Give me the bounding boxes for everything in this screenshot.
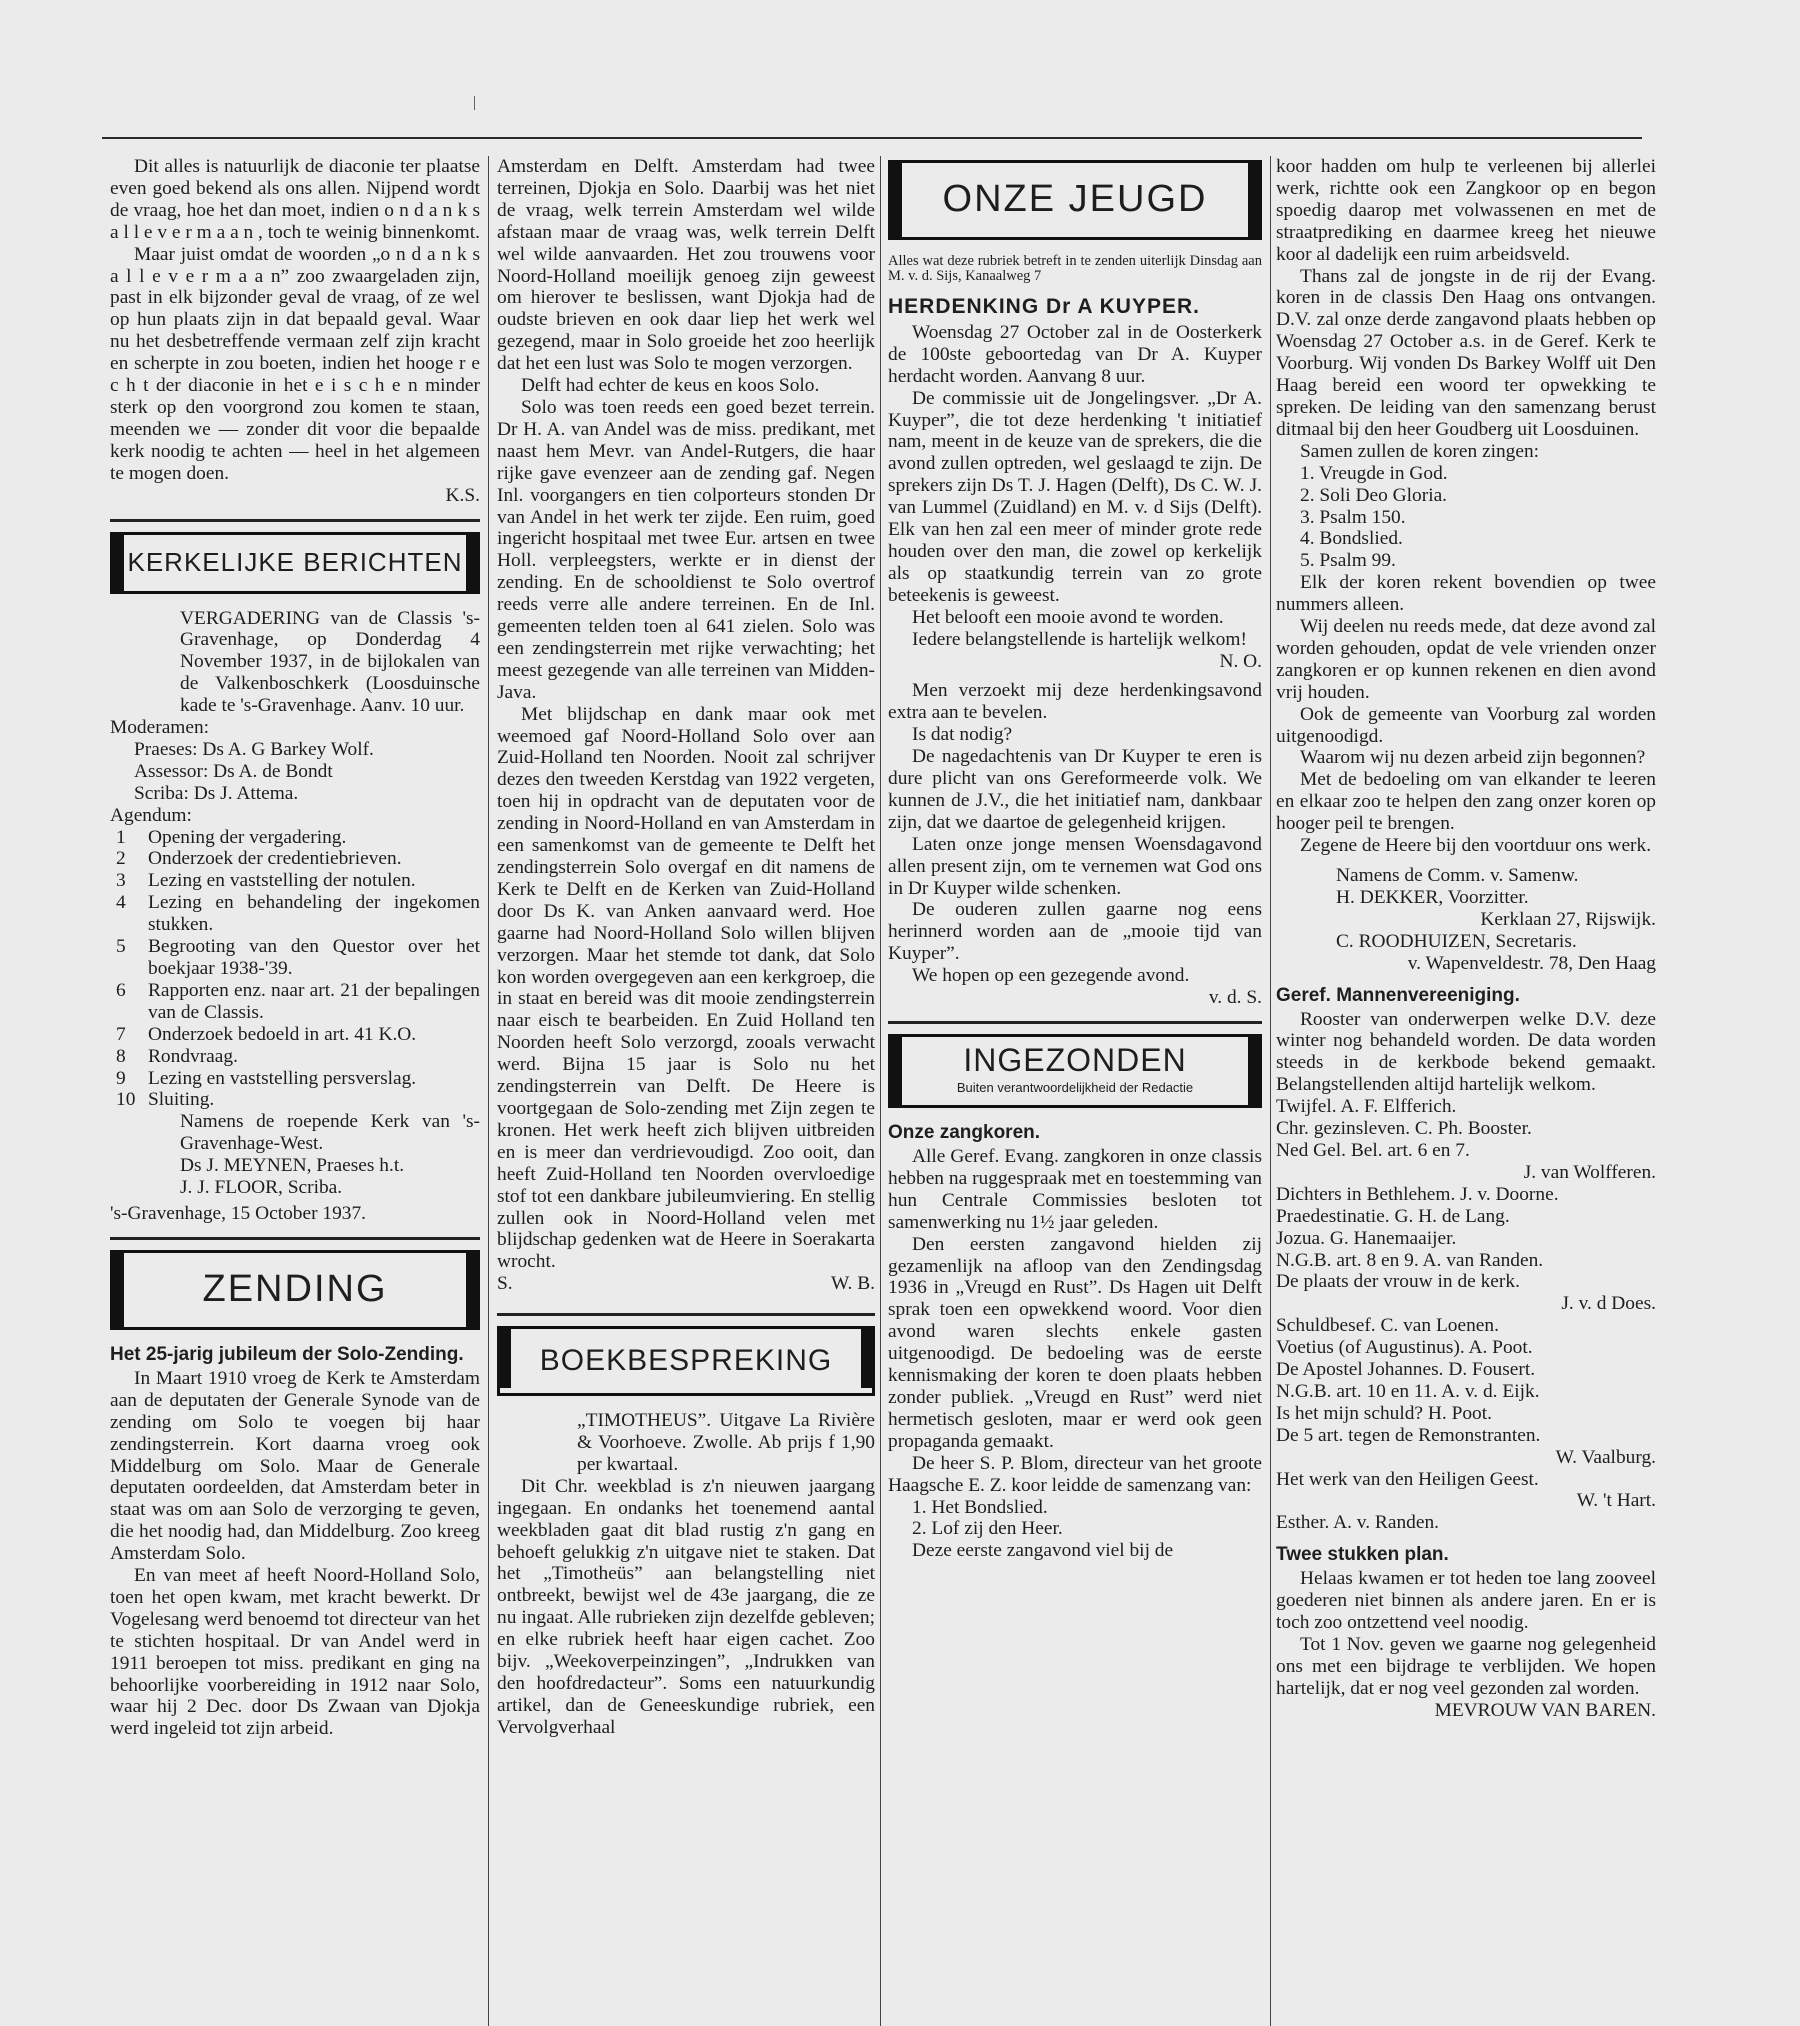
vergadering-notice: VERGADERING van de Classis 's-Gravenhage, op Donderdag 4 November 1937, in de bijlokalen van de Valkenboschkerk (Loosduinsche kade te 's-Gravenhage. Aanv. 10 uur.: [180, 607, 480, 717]
list-item: 8 Rondvraag.: [116, 1045, 238, 1067]
boekbespreking-header: [497, 1326, 875, 1396]
column-rule-1: [488, 156, 489, 2026]
paragraph: Het belooft een mooie avond te worden.: [912, 606, 1224, 628]
list-item: J. v. d Does.: [1561, 1293, 1656, 1315]
column-rule-2: [880, 156, 881, 2026]
signature-right: W. B.: [831, 1273, 875, 1295]
section-rule: [497, 1313, 875, 1316]
paragraph: Alle Geref. Evang. zangkoren in onze classis hebben na ruggespraak met en toestemming van hun Centrale Commissies besloten tot samenwerking nu 1½ jaar geleden.: [888, 1146, 1262, 1233]
paragraph: Met blijdschap en dank maar ook met weemoed gaf Noord-Holland Solo over aan Zuid-Holland ten Noorden. Nooit zal schrijver dezes den tweeden Kerstdag van 1922 vergeten, toen hij in opdracht van de deputaten voor de zending in Noord-Holland en van Amsterdam in een samenkomst van de gemeente te Delft het zendingsterrein Solo overgaf en dit namens de Kerk te Delft en de Kerken van Zuid-Holland door Ds K. van Anken aanvaard werd. Hoe gaarne had Noord-Holland Solo willen blijven verzorgen. Maar het stemde tot dank, dat Solo kon worden overgegeven aan een kerkgroep, die in staat en bereid was dit mooie zendingsterrein naar eisch te bearbeiden. En Zuid Holland ten Noorden heeft Solo verzorgd, zooals verwacht werd. Bijna 15 jaar is Solo nu het zendingsterrein van Delft. De Heere is voortgegaan de Solo-zending met Zijn zegen te kronen. Het werk heeft zich blijven uitbreiden en is meer dan verdrievoudigd. Zoo ooit, dan heeft Zuid-Holland ten Noorden overvloedige stof tot een dankbare jubileumviering. En stellig zullen ook in Noord-Holland velen met blijdschap gedenken wat de Heere in Soerakarta wrocht.: [497, 703, 875, 1273]
list-item: 3 Lezing en vaststelling der notulen.: [116, 870, 416, 892]
section-subtitle: Buiten verantwoordelijkheid der Redactie: [956, 1080, 1194, 1096]
section-title: INGEZONDEN: [963, 1042, 1187, 1079]
paragraph: Rooster van onderwerpen welke D.V. deze winter nog behandeld worden. De data worden steeds in de kerkbode bekend gemaakt. Belangstellenden altijd hartelijk welkom.: [1276, 1008, 1656, 1096]
paragraph: Ook de gemeente van Voorburg zal worden uitgenoodigd.: [1276, 703, 1656, 747]
paragraph: koor hadden om hulp te verleenen bij allerlei werk, richtte ook een Zangkoor op en begon spoedig daarop met volwassenen en met de straatprediking en daarmee kreeg het nieuwe koor al dadelijk een ruim arbeidsveld.: [1276, 156, 1656, 265]
list-item: Het werk van den Heiligen Geest.: [1276, 1468, 1539, 1490]
paragraph: Laten onze jonge mensen Woensdagavond allen present zijn, om te vernemen wat God ons in Dr Kuyper wilde schenken.: [888, 833, 1262, 899]
column-1: [110, 156, 480, 2026]
paragraph: Den eersten zangavond hielden zij gezamenlijk na afloop van den Zendingsdag 1936 in „Vreugd en Rust”. Ds Hagen uit Delft sprak toen een opwekkend woord. Voor dien avond waren slechts enkele gasten uitgenoodigd. De bedoeling was de eerste kennismaking der koren te doen plaats hebben zonder publiek. „Vreugd en Rust” werd niet hermetisch gesloten, maar er werd ook geen propaganda gemaakt.: [888, 1233, 1262, 1452]
moderamen-item: Scriba: Ds J. Attema.: [134, 782, 299, 804]
list-item: De 5 art. tegen de Remonstranten.: [1276, 1424, 1541, 1446]
list-item: 10 Sluiting.: [116, 1089, 215, 1111]
paragraph: Elk der koren rekent bovendien op twee nummers alleen.: [1276, 572, 1656, 616]
signature: v. d. S.: [1208, 987, 1262, 1009]
list-item: Ned Gel. Bel. art. 6 en 7.: [1276, 1139, 1470, 1161]
article-title: HERDENKING Dr A KUYPER.: [888, 295, 1200, 318]
list-item: J. van Wolfferen.: [1523, 1161, 1656, 1183]
paragraph: Woensdag 27 October zal in de Oosterkerk de 100ste geboortedag van Dr A. Kuyper herdacht worden. Aanvang 8 uur.: [888, 321, 1262, 387]
list-item: 2 Onderzoek der credentiebrieven.: [116, 848, 402, 870]
section-title: KERKELIJKE BERICHTEN: [127, 546, 463, 577]
agendum-list: [110, 827, 480, 1112]
list-item: De Apostel Johannes. D. Fousert.: [1276, 1359, 1536, 1381]
paragraph: De nagedachtenis van Dr Kuyper te eren is dure plicht van ons Gereformeerde volk. We kunnen de J.V., die het initiatief nam, dankbaar zijn, dat we daartoe de gelegenheid krijgen.: [888, 746, 1262, 833]
paragraph: Deze eerste zangavond viel bij de: [912, 1540, 1174, 1562]
top-rule: [102, 137, 1642, 139]
paragraph: Iedere belangstellende is hartelijk welkom!: [912, 628, 1247, 650]
ingezonden-header: [888, 1034, 1262, 1108]
article-title: Geref. Mannenvereeniging.: [1276, 984, 1520, 1006]
section-rule: [110, 1237, 480, 1240]
list-item: 2. Soli Deo Gloria.: [1300, 484, 1448, 506]
column-4: [1276, 156, 1656, 2026]
list-item: Praedestinatie. G. H. de Lang.: [1276, 1205, 1510, 1227]
signature-left: S.: [497, 1273, 513, 1295]
column-2: [497, 156, 875, 2026]
list-item: W. 't Hart.: [1576, 1490, 1656, 1512]
moderamen-label: Moderamen:: [110, 717, 210, 739]
list-item: De plaats der vrouw in de kerk.: [1276, 1271, 1520, 1293]
signature: v. Wapenveldestr. 78, Den Haag: [1407, 952, 1656, 974]
moderamen-item: Assessor: Ds A. de Bondt: [134, 760, 333, 782]
list-item: Is het mijn schuld? H. Poot.: [1276, 1402, 1492, 1424]
list-item: 9 Lezing en vaststelling persverslag.: [116, 1067, 417, 1089]
moderamen-item: Praeses: Ds A. G Barkey Wolf.: [134, 738, 374, 760]
list-item: W. Vaalburg.: [1555, 1446, 1656, 1468]
list-item: Esther. A. v. Randen.: [1276, 1512, 1440, 1534]
article-title: Onze zangkoren.: [888, 1122, 1041, 1143]
dateline: 's-Gravenhage, 15 October 1937.: [110, 1202, 367, 1224]
namens-line: Namens de roepende Kerk van 's-Gravenhage-West.: [180, 1111, 480, 1155]
rooster-list: [1276, 1096, 1656, 1534]
paragraph: Thans zal de jongste in de rij der Evang. koren in de classis Den Haag ons ontvangen. D.V. zal onze derde zangavond plaats hebben op Woensdag 27 October a.s. in de Geref. Kerk te Voorburg. Wij vonden Ds Barkey Wolff uit Den Haag bereid een woord ter opwekking te spreken. De leiding van den samenzang berust ditmaal bij den heer Goudberg uit Loosduinen.: [1276, 265, 1656, 440]
list-item: Twijfel. A. F. Elfferich.: [1276, 1096, 1457, 1118]
list-item: 2. Lof zij den Heer.: [912, 1518, 1063, 1540]
list-item: 3. Psalm 150.: [1300, 506, 1406, 528]
section-title: ONZE JEUGD: [942, 178, 1208, 221]
signature: Namens de Comm. v. Samenw.: [1336, 865, 1579, 886]
list-item: N.G.B. art. 8 en 9. A. van Randen.: [1276, 1249, 1544, 1271]
paragraph: Met de bedoeling om van elkander te leeren en elkaar zoo te helpen den zang onzer koren op hooger peil te brengen.: [1276, 769, 1656, 835]
paragraph: De heer S. P. Blom, directeur van het groote Haagsche E. Z. koor leidde de samenzang van:: [888, 1452, 1262, 1496]
signature: C. ROODHUIZEN, Secretaris.: [1336, 930, 1577, 952]
section-rule: [110, 519, 480, 522]
list-item: 1 Opening der vergadering.: [116, 826, 347, 848]
page-mark: [474, 96, 475, 110]
onze-jeugd-header: [888, 160, 1262, 240]
signature: MEVROUW VAN BAREN.: [1434, 1699, 1656, 1721]
paragraph: Waarom wij nu dezen arbeid zijn begonnen?: [1300, 747, 1646, 769]
signature: J. J. FLOOR, Scriba.: [180, 1177, 343, 1199]
paragraph: En van meet af heeft Noord-Holland Solo, toen het open kwam, met kracht bewerkt. Dr Vogelesang werd benoemd tot directeur van het te stichten hospitaal. Dr van Andel werd in 1911 beroepen tot miss. predikant en ging na behoorlijke voorbereiding in 1912 naar Solo, waar hij 2 Dec. door Ds Zwaan van Djokja werd ingeleid tot zijn arbeid.: [110, 1565, 480, 1740]
article-title: Het 25-jarig jubileum der Solo-Zending.: [110, 1343, 464, 1365]
rubriek-note: Alles wat deze rubriek betreft in te zenden uiterlijk Dinsdag aan M. v. d. Sijs, Kanaalweg 7: [888, 253, 1262, 284]
list-item: 5. Psalm 99.: [1300, 550, 1396, 572]
list-item: 4 Lezing en behandeling der ingekomen stukken.: [116, 892, 480, 936]
article-title: Twee stukken plan.: [1276, 1544, 1449, 1566]
book-details: „TIMOTHEUS”. Uitgave La Rivière & Voorhoeve. Zwolle. Ab prijs f 1,90 per kwartaal.: [577, 1410, 875, 1475]
paragraph: We hopen op een gezegende avond.: [912, 965, 1190, 987]
signature: Kerklaan 27, Rijswijk.: [1480, 908, 1656, 930]
signature: Ds J. MEYNEN, Praeses h.t.: [180, 1155, 405, 1177]
paragraph: Solo was toen reeds een goed bezet terrein. Dr H. A. van Andel was de miss. predikant, met naast hem Mevr. van Andel-Rutgers, die haar rijke gave evenzeer aan de zending gaf. Negen Inl. voorgangers en tien colporteurs stonden Dr van Andel in het werk ter zijde. Een ruim, goed ingericht hospitaal met twee Eur. artsen en twee Holl. verpleegsters, werkte er in dienst der zending. En de schooldienst te Solo overtrof reeds verre alle andere terreinen. En de Inl. gemeenten telden toen al 641 zielen. Solo was een zendingsterrein met rijke verwachting; het meest gezegende van alle terreinen van Midden-Java.: [497, 396, 875, 703]
column-rule-3: [1270, 156, 1271, 2026]
paragraph: Maar juist omdat de woorden „o n d a n k s a l l e v e r m a a n” zoo zwaargeladen zijn, past in elk bijzonder geval de vraag, of ze wel op hun plaats zijn in dat bepaald geval. Waar nu het desbetreffende vermaan zelf zijn kracht en scherpte in zou boeten, indien het hooge r e c h t der diaconie in het e i s c h e n minder sterk op den voorgrond zou komen te staan, meenden we — zonder dit voor die bepaalde kerk noodig te achten — heel in het algemeen te mogen doen.: [110, 243, 480, 484]
paragraph: Men verzoekt mij deze herdenkingsavond extra aan te bevelen.: [888, 680, 1262, 724]
paragraph: Dit Chr. weekblad is z'n nieuwen jaargang ingegaan. En ondanks het toenemend aantal weekbladen gaat dit blad rustig z'n gang en behoeft gelukkig z'n uitgave niet te staken. Dat het „Timotheüs” aan belangstelling niet ontbreekt, bewijst wel de 43e jaargang, die ze nu ingaat. Alle rubrieken zijn dezelfde gebleven; en elke rubriek heeft haar eigen cachet. Zoo bijv. „Weekoverpeinzingen”, „Indrukken van den hoofdredacteur”. Soms een natuurkundig artikel, dan de Geneeskundige rubriek, een Vervolgverhaal: [497, 1475, 875, 1738]
paragraph: Dit alles is natuurlijk de diaconie ter plaatse even goed bekend als ons allen. Nijpend wordt de vraag, hoe het dan moet, indien o n d a n k s a l l e v e r m a a n , toch te weinig binnenkomt.: [110, 156, 480, 243]
list-item: Jozua. G. Hanemaaijer.: [1276, 1227, 1457, 1249]
paragraph: Helaas kwamen er tot heden toe lang zooveel goederen niet binnen als andere jaren. En er is toch zoo ontzettend veel noodig.: [1276, 1568, 1656, 1634]
paragraph: Wij deelen nu reeds mede, dat deze avond zal worden gehouden, opdat de vele vrienden onzer zangkoren er op kunnen rekenen en dien avond vrij houden.: [1276, 616, 1656, 703]
paragraph: Is dat nodig?: [912, 724, 1013, 746]
list-item: 6 Rapporten enz. naar art. 21 der bepalingen van de Classis.: [116, 979, 480, 1023]
column-3: [888, 156, 1262, 2026]
list-item: N.G.B. art. 10 en 11. A. v. d. Eijk.: [1276, 1380, 1540, 1402]
list-item: Chr. gezinsleven. C. Ph. Booster.: [1276, 1118, 1532, 1140]
section-title: BOEKBESPREKING: [539, 1344, 833, 1378]
agendum-label: Agendum:: [110, 804, 192, 826]
paragraph: Tot 1 Nov. geven we gaarne nog gelegenheid ons met een bijdrage te verblijden. We hopen hartelijk, dat er nog veel gezonden zal worden.: [1276, 1634, 1656, 1699]
list-item: 1. Het Bondslied.: [912, 1496, 1048, 1518]
paragraph: Delft had echter de keus en koos Solo.: [521, 375, 820, 397]
signature: H. DEKKER, Voorzitter.: [1336, 886, 1529, 908]
signature: N. O.: [1219, 650, 1262, 672]
zending-header: [110, 1250, 480, 1330]
paragraph: De ouderen zullen gaarne nog eens herinnerd worden aan de „mooie tijd van Kuyper”.: [888, 899, 1262, 965]
section-rule: [888, 1021, 1262, 1024]
list-item: Dichters in Bethlehem. J. v. Doorne.: [1276, 1183, 1559, 1205]
paragraph: Amsterdam en Delft. Amsterdam had twee terreinen, Djokja en Solo. Daarbij was het niet de vraag, welk terrein Amsterdam wel wilde afstaan maar de vraag was, welk terrein Delft wel wilde aanvaarden. Het zou trouwens voor Noord-Holland moeilijk genoeg zijn geweest om hierover te beslissen, want Djokja had de oudste brieven en ook daar liep het werk wel gezegend, maar in Solo groeide het zoo heerlijk dat het een lust was Solo te mogen verzorgen.: [497, 156, 875, 375]
paragraph: Samen zullen de koren zingen:: [1300, 440, 1540, 462]
list-item: 1. Vreugde in God.: [1300, 462, 1448, 484]
paragraph: De commissie uit de Jongelingsver. „Dr A. Kuyper”, die tot deze herdenking 't initiatief nam, meent in de keuze van de sprekers, die die avond zullen optreden, wel geslaagd te zijn. De sprekers zijn Ds T. J. Hagen (Delft), Ds C. W. J. van Lummel (Zuidland) en M. v. d Sijs (Delft). Elk van hen zal een meer of minder grote rede houden over den man, die zowel op kerkelijk als op staatkundig terrein van zo grote beteekenis is geweest.: [888, 387, 1262, 606]
list-item: 4. Bondslied.: [1300, 528, 1403, 550]
kerkelijke-berichten-header: [110, 532, 480, 594]
list-item: 7 Onderzoek bedoeld in art. 41 K.O.: [116, 1023, 417, 1045]
list-item: Voetius (of Augustinus). A. Poot.: [1276, 1337, 1533, 1359]
section-title: ZENDING: [202, 1267, 388, 1310]
paragraph: In Maart 1910 vroeg de Kerk te Amsterdam aan de deputaten der Generale Synode van de zending om Solo te voegen bij haar zendingsterrein. Kort daarna vroeg ook Middelburg om Solo. Maar de Generale deputaten oordeelden, dat Amsterdam beter in staat was om aan Solo de verzorging te geven, die het noodig had, dan Middelburg. Zoo kreeg Amsterdam Solo.: [110, 1367, 480, 1565]
signature: K.S.: [445, 484, 480, 506]
paragraph: Zegene de Heere bij den voortduur ons werk.: [1300, 835, 1652, 857]
list-item: 5 Begrooting van den Questor over het boekjaar 1938-'39.: [116, 936, 480, 979]
list-item: Schuldbesef. C. van Loenen.: [1276, 1315, 1499, 1337]
